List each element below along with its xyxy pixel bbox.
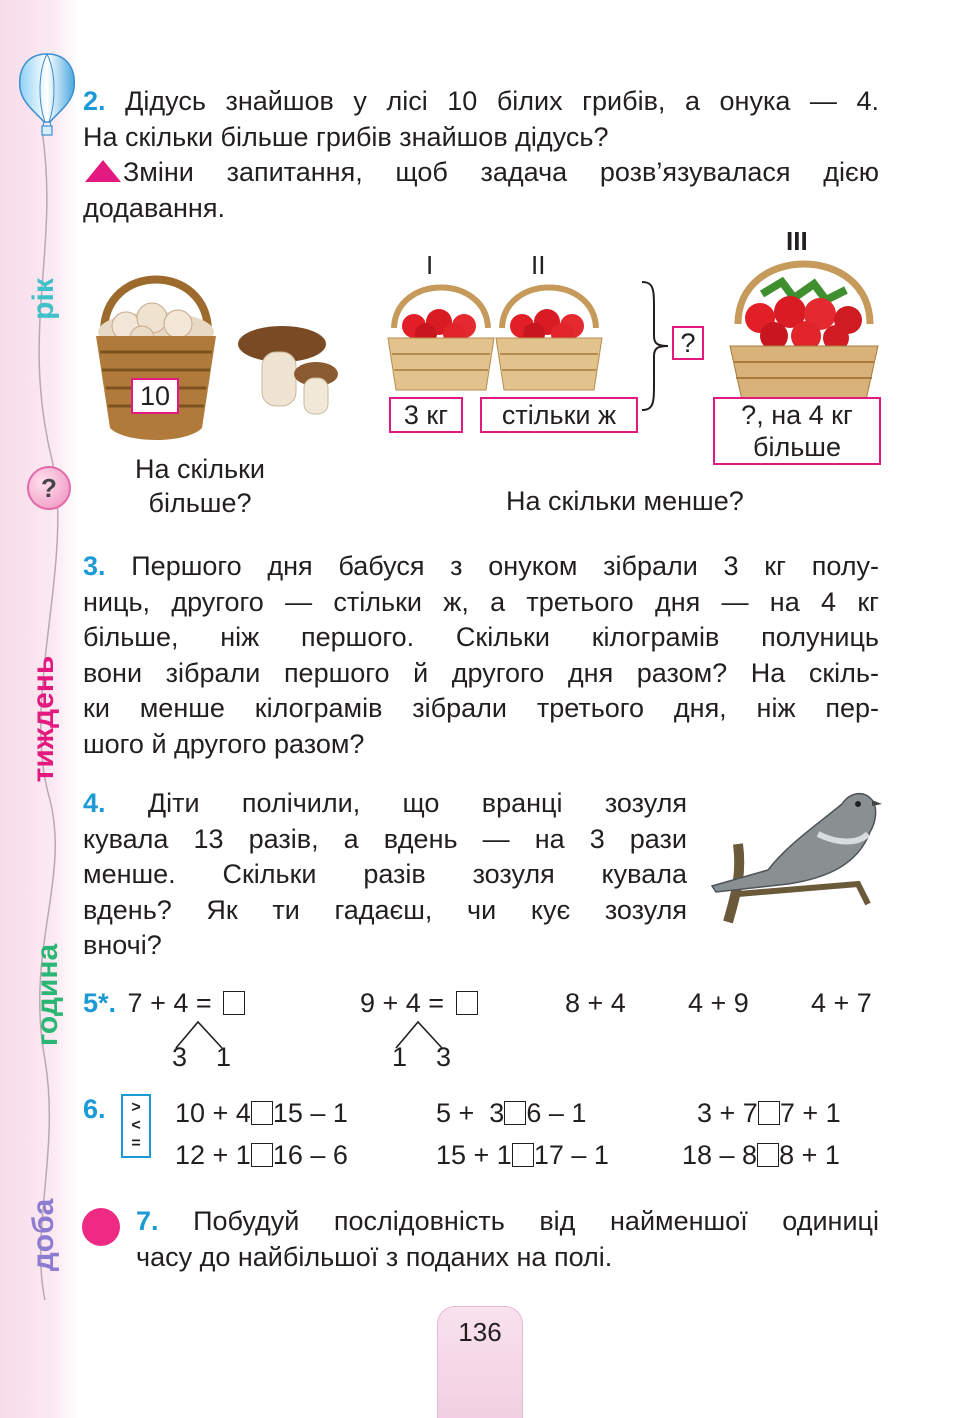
- split-1-b: 1: [216, 1042, 232, 1072]
- compare-6-right: 8 + 1: [779, 1140, 840, 1170]
- compare-5-box[interactable]: [512, 1143, 534, 1167]
- box-4kg-more-line-1: ?, на 4 кг: [741, 400, 853, 430]
- basket-ten-label: 10: [131, 378, 179, 414]
- cuckoo-icon: [708, 774, 884, 924]
- task-4-line-5: вночі?: [83, 930, 162, 960]
- task-7-line-1: Побудуй послідовність від найменшої одиниці: [193, 1206, 879, 1236]
- strawberry-basket-2-icon: [492, 278, 606, 398]
- task-2-triangle-line-1: Зміни запитання, щоб задача розв’язувалася дією: [123, 157, 879, 187]
- compare-6: [682, 1140, 840, 1171]
- strawberry-basket-3-icon: [722, 254, 886, 404]
- task-3-number: 3.: [83, 551, 106, 581]
- task-3-line-4: вони зібрали першого й другого дня разом? На скіль-: [83, 657, 879, 688]
- compare-2-left: 5 + 3: [436, 1098, 505, 1128]
- task-2-triangle-line-2: додавання.: [83, 192, 225, 223]
- split-2-a: 1: [392, 1042, 408, 1072]
- expr-9-plus-4: 9 + 4 =: [360, 988, 445, 1018]
- box-4kg-more: [713, 397, 881, 465]
- task-5-number: 5*.: [83, 988, 117, 1018]
- task-2-line-1: Дідусь знайшов у лісі 10 білих грибів, а онука — 4.: [125, 86, 879, 116]
- brace-icon: [638, 280, 674, 412]
- mushroom-basket-icon: [86, 252, 226, 450]
- expr-7-plus-4: 7 + 4 =: [127, 988, 212, 1018]
- compare-4-right: 16 – 6: [272, 1140, 348, 1170]
- sidebar: [0, 0, 78, 1418]
- box-4kg-more-line-2: більше: [753, 432, 841, 462]
- sidebar-hour: година: [31, 943, 64, 1047]
- compare-1: [175, 1098, 348, 1129]
- page-number-tab: [437, 1306, 523, 1418]
- balloon-icon: [16, 52, 78, 140]
- task-4-line-1: Діти полічили, що вранці зозуля: [147, 788, 687, 818]
- compare-3: [697, 1098, 841, 1129]
- compare-6-left: 18 – 8: [682, 1140, 758, 1170]
- sidebar-question-badge: ?: [27, 466, 71, 510]
- compare-1-right: 15 – 1: [272, 1098, 348, 1128]
- task-2-question-less: На скільки менше?: [506, 486, 744, 516]
- compare-5: [436, 1140, 609, 1171]
- task-7-line-2: часу до найбільшої з поданих на полі.: [136, 1241, 613, 1272]
- compare-1-left: 10 + 4: [175, 1098, 251, 1128]
- task-2-text: [83, 84, 879, 226]
- task-2-question-more: [100, 452, 300, 520]
- task-2-number: 2.: [83, 86, 106, 116]
- compare-3-right: 7 + 1: [779, 1098, 841, 1128]
- task-6-number-text: 6.: [83, 1094, 106, 1124]
- compare-6-box[interactable]: [757, 1143, 779, 1167]
- mushrooms-icon: [232, 322, 344, 422]
- answer-box-2[interactable]: [456, 991, 478, 1015]
- compare-4-box[interactable]: [251, 1143, 273, 1167]
- basket-label-i: I: [426, 250, 434, 280]
- split-2-b: 3: [436, 1042, 452, 1072]
- task-5-row: [83, 988, 245, 1019]
- page-number: 136: [458, 1317, 502, 1347]
- pink-dot-icon: [82, 1208, 120, 1246]
- compare-2-right: 6 – 1: [526, 1098, 587, 1128]
- task-4-number: 4.: [83, 788, 106, 818]
- compare-1-box[interactable]: [251, 1101, 273, 1125]
- task-4-line-2: кувала 13 разів, а вдень — на 3 рази: [83, 823, 687, 854]
- task-3-line-2: ниць, другого — стільки ж, а третього дня — на 4 кг: [83, 586, 879, 617]
- basket-label-iii: III: [786, 226, 808, 256]
- task-3-line-3: більше, ніж першого. Скільки кілограмів полуниць: [83, 622, 879, 652]
- expr-4-plus-9: 4 + 9: [688, 988, 749, 1018]
- compare-2: [436, 1098, 586, 1129]
- expr-8-plus-4: 8 + 4: [565, 988, 626, 1018]
- task-3-line-1: Першого дня бабуся з онуком зібрали 3 кг полу-: [131, 551, 879, 581]
- answer-box-1[interactable]: [223, 991, 245, 1015]
- sidebar-year: рік: [27, 278, 60, 320]
- compare-2-box[interactable]: [504, 1101, 526, 1125]
- compare-5-right: 17 – 1: [533, 1140, 609, 1170]
- box-same: стільки ж: [480, 397, 638, 433]
- task-7-number: 7.: [136, 1206, 159, 1236]
- task-5-expr-2: [360, 988, 478, 1019]
- split-1-a: 3: [172, 1042, 188, 1072]
- compare-3-box[interactable]: [758, 1101, 780, 1125]
- compare-4-left: 12 + 1: [175, 1140, 251, 1170]
- compare-3-left: 3 + 7: [697, 1098, 758, 1128]
- strawberry-basket-1-icon: [384, 278, 498, 398]
- box-3kg: 3 кг: [389, 397, 463, 433]
- sidebar-day: доба: [27, 1198, 60, 1272]
- task-2-line-2: На скільки більше грибів знайшов дідусь?: [83, 121, 609, 152]
- basket-label-ii: II: [531, 250, 546, 280]
- question-more-line-2: більше?: [148, 488, 252, 518]
- pink-triangle-icon: [83, 158, 123, 184]
- task-6-number: [83, 1094, 106, 1125]
- task-3-line-6: шого й другого разом?: [83, 728, 365, 759]
- box-question: ?: [672, 326, 704, 360]
- task-4-text: [83, 786, 687, 964]
- expr-4-plus-7: 4 + 7: [811, 988, 872, 1018]
- compare-5-left: 15 + 1: [436, 1140, 512, 1170]
- task-7-text: [136, 1204, 879, 1275]
- task-3-line-5: ки менше кілограмів зібрали третього дня, ніж пер-: [83, 693, 879, 723]
- task-4-line-3: менше. Скільки разів зозуля кувала: [83, 859, 687, 889]
- task-3-text: [83, 549, 879, 762]
- compare-4: [175, 1140, 348, 1171]
- task-4-line-4: вдень? Як ти гадаєш, чи кує зозуля: [83, 894, 687, 925]
- question-more-line-1: На скільки: [134, 454, 266, 484]
- signs-box: > < =: [121, 1094, 151, 1158]
- sidebar-week: тиждень: [27, 655, 60, 783]
